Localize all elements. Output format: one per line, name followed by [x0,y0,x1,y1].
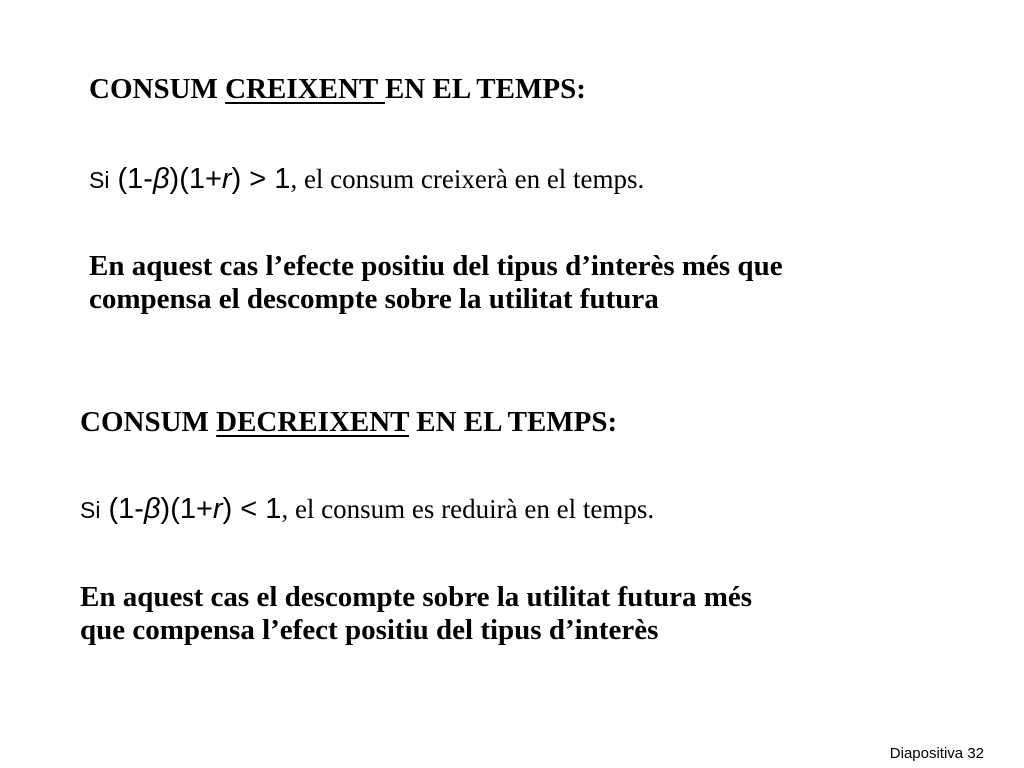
section1-condition [89,162,644,197]
section1-formula [109,163,290,195]
section1-condition-rest: , el consum creixerà en el temps. [290,164,645,194]
section2-explanation [80,581,752,647]
section2-condition-rest: , el consum es reduirà en el temps. [281,494,655,524]
section1-explanation-line1: En aquest cas l’efecte positiu del tipus d’interès més que [89,250,783,282]
section2-condition-si: Si [80,497,101,523]
section2-explanation-line2: que compensa l’efect positiu del tipus d’interès [80,614,659,646]
section2-formula [100,493,281,525]
section1-formula-beta: β [152,163,170,195]
section2-formula-beta: β [143,493,161,525]
section2-formula-c: ) < 1 [222,493,282,525]
section1-formula-r: r [221,163,232,195]
section2-heading-underlined: DECREIXENT [216,406,409,438]
section2-formula-a: (1- [100,493,144,525]
section2-explanation-line1: En aquest cas el descompte sobre la utilitat futura més [80,581,753,613]
section1-explanation [89,250,783,316]
section1-explanation-line2: compensa el descompte sobre la utilitat futura [89,283,659,315]
section2-heading-suffix: EN EL TEMPS: [409,406,618,438]
section2-formula-r: r [212,493,223,525]
section1-heading-prefix: CONSUM [89,73,226,105]
section1-formula-a: (1- [109,163,153,195]
section1-heading-suffix: EN EL TEMPS: [384,73,586,105]
section1-heading-underlined: CREIXENT [225,73,385,105]
section1-heading [89,72,586,106]
section1-condition-si: Si [89,167,110,193]
section2-heading-prefix: CONSUM [80,406,217,438]
section2-heading [80,405,617,439]
slide-number-label: Diapositiva 32 [889,745,984,762]
section1-formula-b: )(1+ [169,163,222,195]
section1-formula-c: ) > 1 [231,163,291,195]
section2-condition [80,492,654,527]
section2-formula-b: )(1+ [160,493,213,525]
